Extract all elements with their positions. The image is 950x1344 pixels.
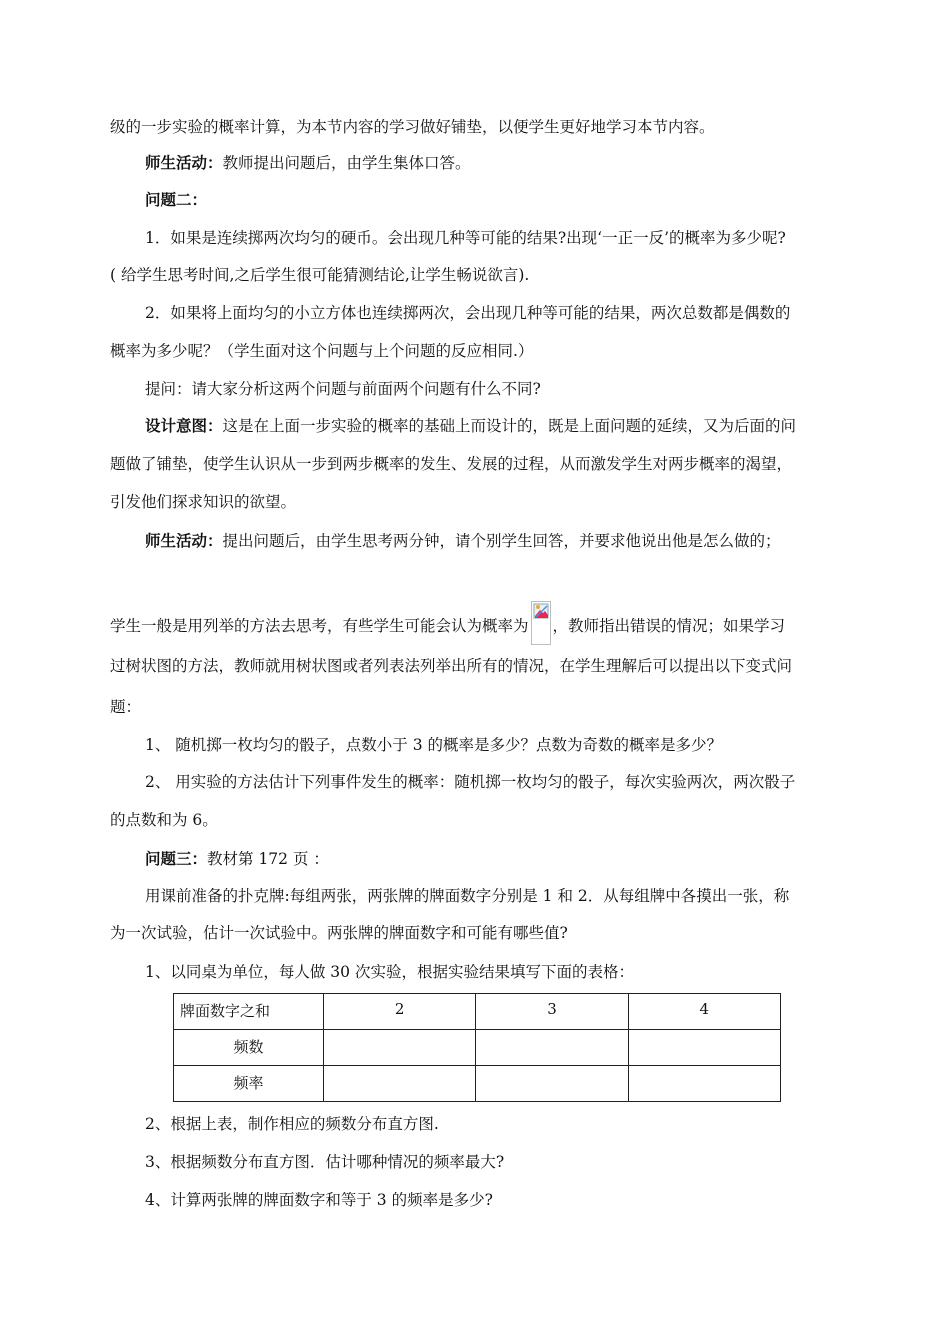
broken-image-icon — [531, 601, 551, 645]
variant-question-2: 2、 用实验的方法估计下列事件发生的概率：随机掷一枚均匀的骰子，每次实验两次，两次骰子 — [145, 773, 796, 791]
table-cell — [324, 1030, 476, 1066]
table-cell — [476, 1030, 628, 1066]
label-question-3: 问题三： — [145, 849, 208, 868]
design-intent-text: 这是在上面一步实验的概率的基础上而设计的，既是上面问题的延续，又为后面的问 — [222, 417, 797, 435]
variant-question-1: 1、 随机掷一枚均匀的骰子，点数小于 3 的概率是多少？点数为奇数的概率是多少？ — [145, 736, 723, 754]
question-2-item-1: 1．如果是连续掷两次均匀的硬币。会出现几种等可能的结果?出现‘一正一反’的概率为多少呢? — [145, 229, 786, 247]
table-header-cell: 4 — [628, 994, 780, 1030]
table-cell — [324, 1066, 476, 1102]
table-header-cell: 牌面数字之和 — [174, 994, 324, 1030]
table-cell — [476, 1066, 628, 1102]
student-thinking-text-1: 学生一般是用列举的方法去思考，有些学生可能会认为概率为 — [110, 617, 529, 635]
table-header-row — [174, 994, 781, 1030]
row-label-frequency-rate: 频率 — [174, 1066, 324, 1102]
task-2: 2、根据上表，制作相应的频数分布直方图. — [145, 1115, 439, 1133]
student-thinking-cont-2: 题： — [110, 698, 142, 716]
question-2-item-1-note: ( 给学生思考时间,之后学生很可能猜测结论,让学生畅说欲言). — [110, 266, 530, 284]
paragraph-activity-2 — [145, 531, 885, 551]
label-teacher-student-activity-2: 师生活动： — [145, 531, 223, 550]
label-teacher-student-activity: 师生活动： — [145, 153, 223, 172]
task-3: 3、根据频数分布直方图．估计哪种情况的频率最大? — [145, 1153, 505, 1171]
activity-1-text: 教师提出问题后，由学生集体口答。 — [222, 154, 471, 172]
paragraph-activity-1 — [145, 153, 885, 173]
row-label-frequency-count: 频数 — [174, 1030, 324, 1066]
table-cell — [628, 1066, 780, 1102]
table-row — [174, 1066, 781, 1102]
heading-question-3 — [145, 849, 885, 869]
table-row — [174, 1030, 781, 1066]
student-thinking-cont-1: 过树状图的方法，教师就用树状图或者列表法列举出所有的情况，在学生理解后可以提出以下变式问 — [110, 657, 793, 675]
activity-2-text: 提出问题后，由学生思考两分钟，请个别学生回答，并要求他说出他是怎么做的； — [222, 532, 781, 550]
frequency-table — [173, 993, 781, 1102]
variant-question-2-cont: 的点数和为 6。 — [110, 811, 218, 829]
design-intent-cont-1: 题做了铺垫，使学生认识从一步到两步概率的发生、发展的过程，从而激发学生对两步概率的渴望， — [110, 455, 793, 473]
paragraph-student-thinking — [110, 601, 850, 645]
question-3-setup: 用课前准备的扑克牌:每组两张，两张牌的牌面数字分别是 1 和 2．从每组牌中各摸出一张，称 — [145, 887, 790, 905]
table-header-cell: 2 — [324, 994, 476, 1030]
paragraph-intro-end: 级的一步实验的概率计算，为本节内容的学习做好铺垫，以便学生更好地学习本节内容。 — [110, 118, 715, 136]
table-header-cell: 3 — [476, 994, 628, 1030]
table-cell — [628, 1030, 780, 1066]
task-4: 4、计算两张牌的牌面数字和等于 3 的频率是多少? — [145, 1191, 493, 1209]
question-3-setup-cont: 为一次试验，估计一次试验中。两张牌的牌面数字和可能有哪些值? — [110, 924, 568, 942]
paragraph-design-intent — [145, 416, 885, 436]
question-2-item-2-cont: 概率为多少呢？（学生面对这个问题与上个问题的反应相同.） — [110, 342, 534, 360]
label-design-intent: 设计意图： — [145, 416, 223, 435]
task-1: 1、以同桌为单位，每人做 30 次实验，根据实验结果填写下面的表格： — [145, 963, 634, 981]
question-3-ref: 教材第 172 页 ： — [207, 850, 329, 868]
paragraph-ask: 提问：请大家分析这两个问题与前面两个问题有什么不同? — [145, 380, 541, 398]
heading-question-2: 问题二： — [145, 190, 208, 209]
student-thinking-text-2: ，教师指出错误的情况；如果学习 — [552, 617, 786, 635]
design-intent-cont-2: 引发他们探求知识的欲望。 — [110, 493, 297, 511]
question-2-item-2: 2．如果将上面均匀的小立方体也连续掷两次，会出现几种等可能的结果，两次总数都是偶数的 — [145, 304, 791, 322]
